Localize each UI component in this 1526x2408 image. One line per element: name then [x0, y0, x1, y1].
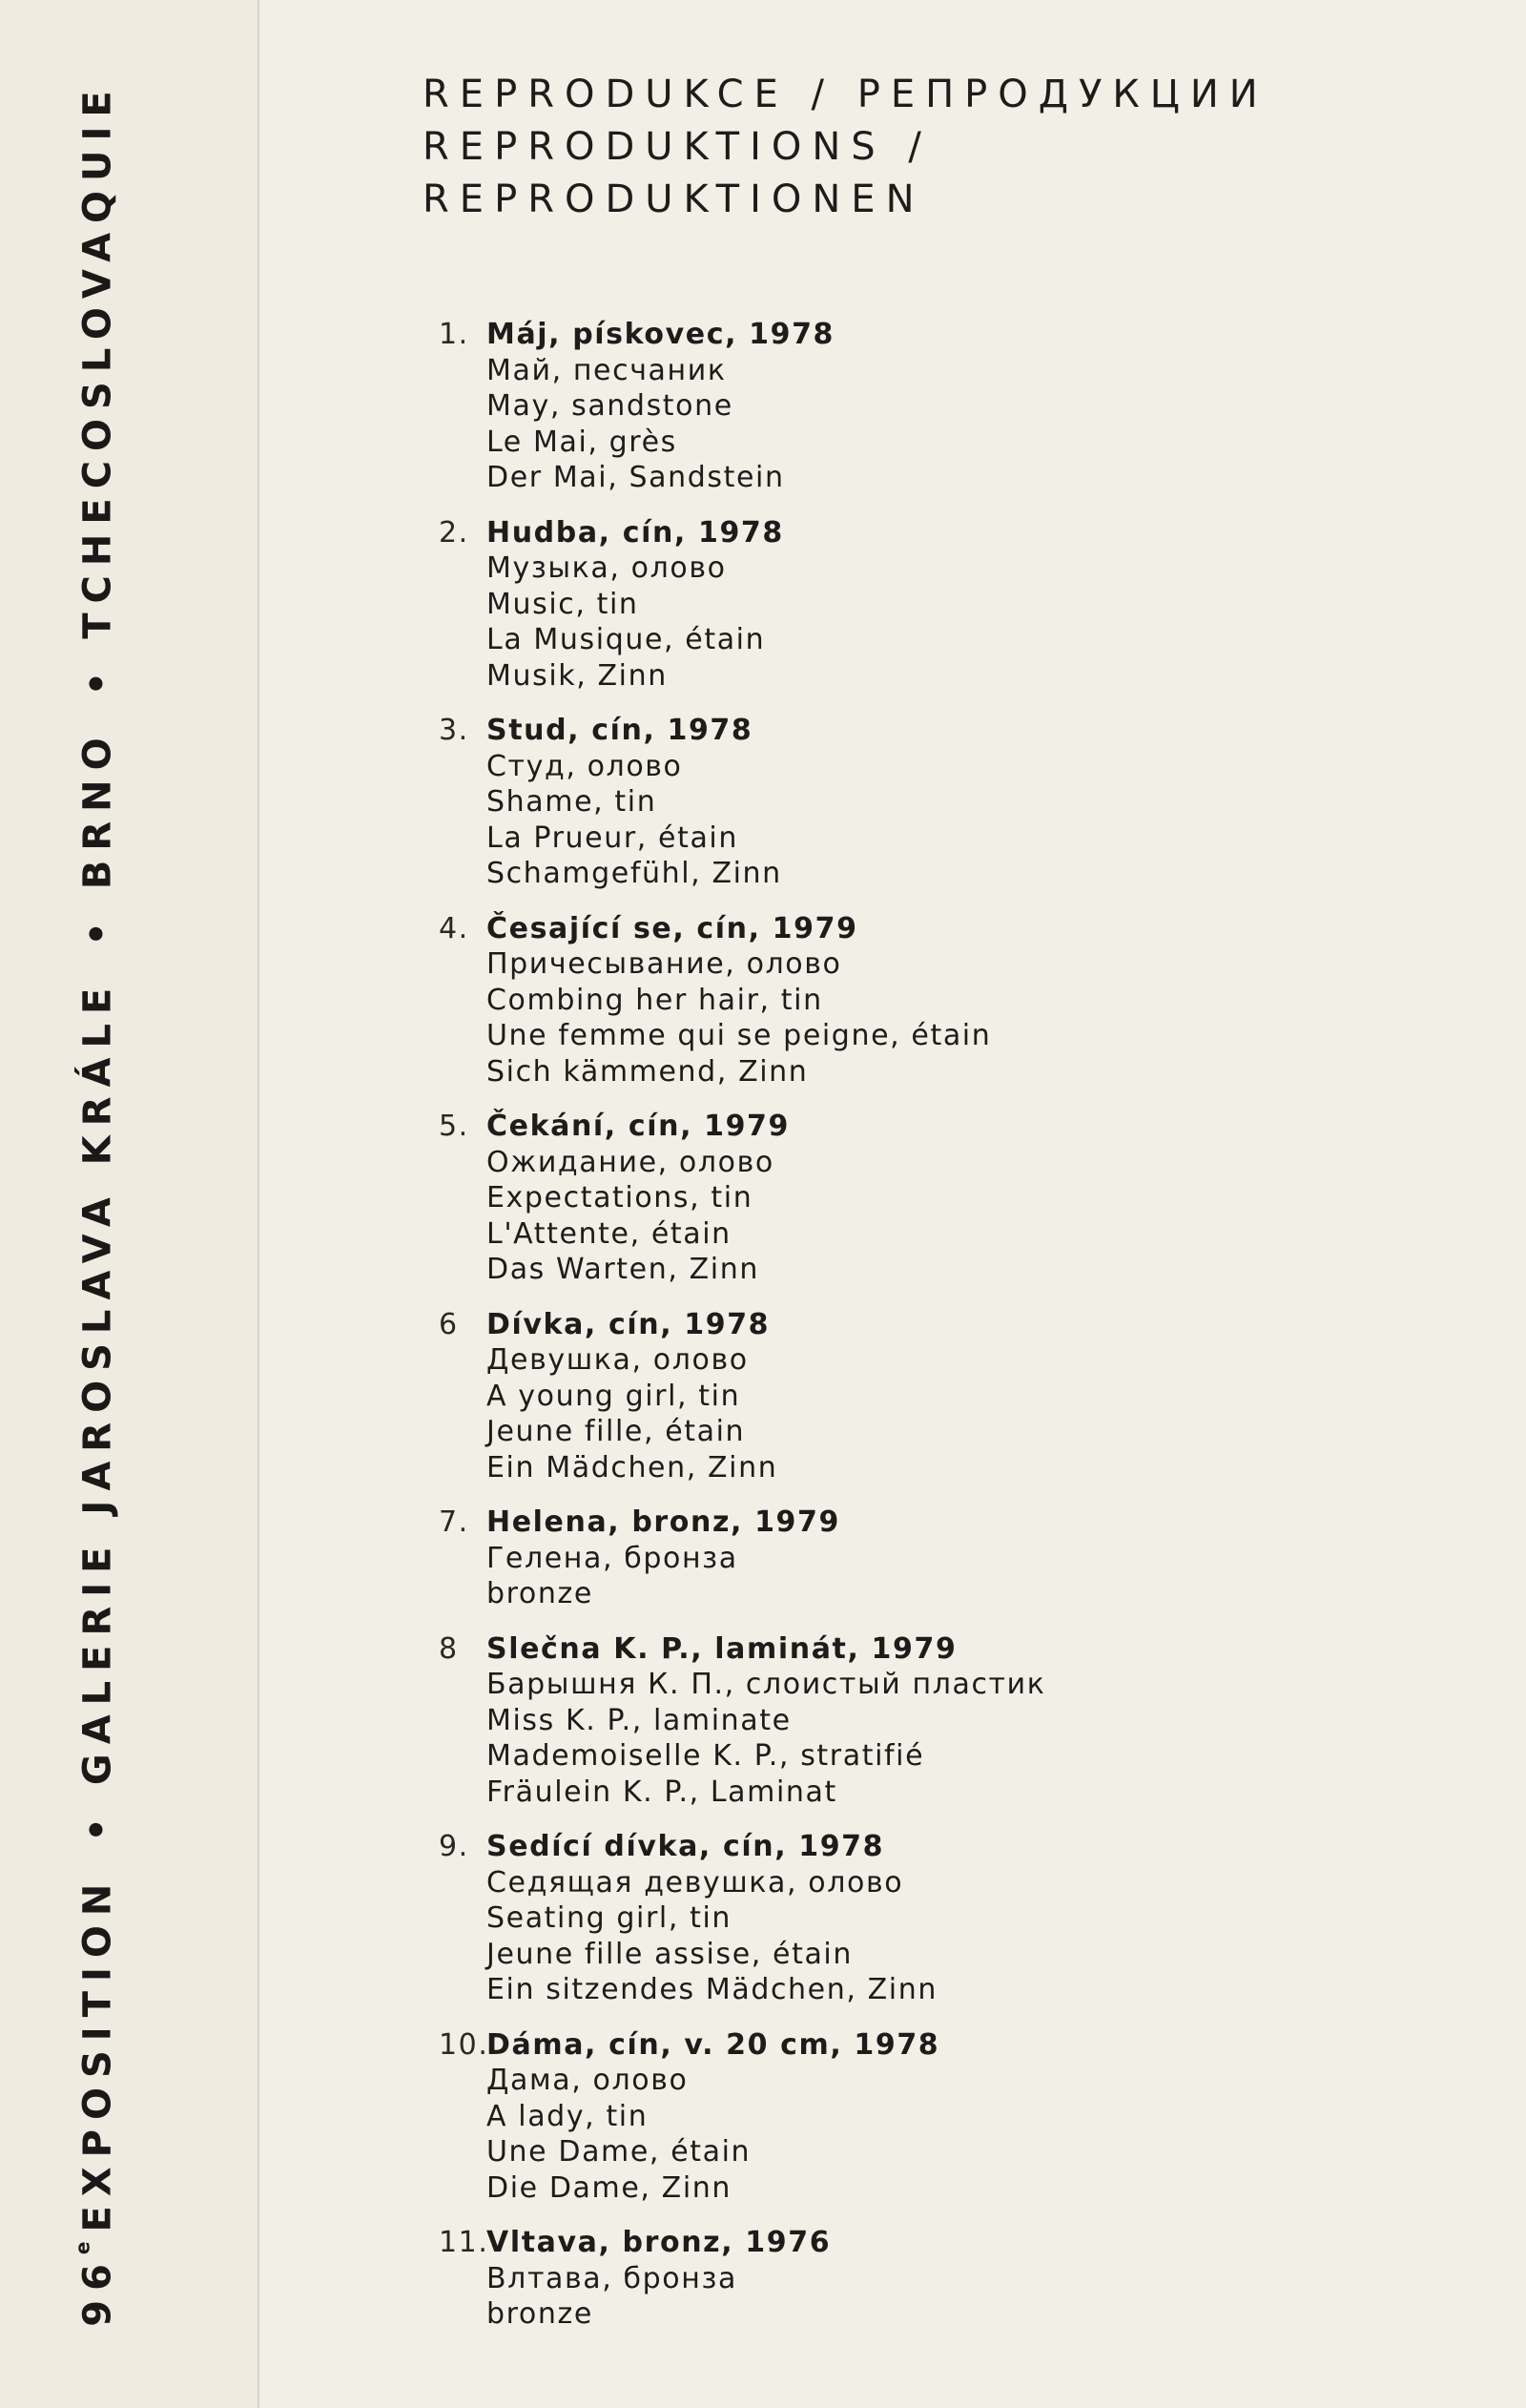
item-translation: Ожидание, олово [486, 1145, 774, 1179]
item-translation: Schamgefühl, Zinn [486, 857, 782, 890]
item-translation: Music, tin [486, 587, 639, 621]
item-translation: Shame, tin [486, 785, 657, 819]
list-item [439, 1109, 1488, 1288]
item-number: 8 [439, 1631, 459, 1666]
item-translation: Седящая девушка, олово [486, 1865, 904, 1899]
item-translation: Причесывание, олово [486, 947, 842, 981]
item-translation: Expectations, tin [486, 1181, 753, 1214]
item-translation: Die Dame, Zinn [486, 2170, 732, 2205]
edition-superscript: e [71, 2241, 94, 2255]
item-number: 6 [439, 1307, 459, 1341]
item-title: Čekání, cín, 1979 [486, 1110, 791, 1143]
item-translation: Mademoiselle K. P., stratifié [486, 1739, 925, 1773]
item-number: 4. [439, 911, 469, 945]
list-item [439, 515, 1488, 695]
heading-line: REPRODUKCE / РЕПРОДУКЦИИ [423, 73, 1268, 116]
item-translation: Sich kämmend, Zinn [486, 1054, 809, 1089]
item-translation: L'Attente, étain [486, 1216, 732, 1251]
item-title: Máj, pískovec, 1978 [486, 318, 835, 351]
item-number: 3. [439, 714, 469, 747]
list-item [439, 2225, 1488, 2333]
separator-dot: • [75, 1817, 120, 1842]
country-name: TCHECOSLOVAQUIE [75, 81, 120, 639]
list-item [439, 2027, 1488, 2207]
item-number: 11. [439, 2226, 489, 2259]
item-translation: Дама, олово [486, 2064, 689, 2097]
item-number: 10. [439, 2027, 489, 2062]
separator-dot: • [75, 671, 120, 696]
item-title: Slečna K. P., laminát, 1979 [486, 1631, 958, 1666]
item-title: Hudba, cín, 1978 [486, 515, 784, 550]
item-number: 9. [439, 1830, 469, 1863]
edition-number: 96 [75, 2254, 120, 2327]
item-translation: Ein sitzendes Mädchen, Zinn [486, 1973, 938, 2006]
item-translation: Влтава, бронза [486, 2261, 738, 2295]
spine-band [0, 0, 259, 2408]
list-item [439, 1307, 1488, 1486]
gallery-name: GALERIE JAROSLAVA KRÁLE [75, 978, 120, 1786]
separator-dot: • [75, 922, 120, 946]
item-number: 7. [439, 1505, 469, 1539]
item-number: 1. [439, 318, 469, 351]
item-translation: La Musique, étain [486, 623, 766, 656]
item-translation: A young girl, tin [486, 1379, 741, 1413]
item-translation: May, sandstone [486, 389, 733, 423]
item-translation: Das Warten, Zinn [486, 1253, 759, 1286]
heading-line: REPRODUKTIONEN [423, 177, 925, 221]
item-translation: Май, песчаник [486, 353, 727, 387]
item-title: Helena, bronz, 1979 [486, 1505, 840, 1539]
item-title: Sedící dívka, cín, 1978 [486, 1830, 885, 1863]
item-title: Stud, cín, 1978 [486, 714, 753, 747]
item-translation: La Prueur, étain [486, 820, 738, 855]
item-number: 2. [439, 515, 469, 550]
city-name: BRNO [75, 728, 120, 890]
item-title: Dáma, cín, v. 20 cm, 1978 [486, 2027, 940, 2062]
item-translation: bronze [486, 2297, 593, 2331]
item-translation: Seating girl, tin [486, 1901, 732, 1935]
list-item [439, 317, 1488, 496]
item-translation: Combing her hair, tin [486, 983, 823, 1017]
exposition-label: EXPOSITION [75, 1874, 120, 2232]
page-heading [423, 69, 1268, 226]
item-title: Vltava, bronz, 1976 [486, 2226, 832, 2259]
heading-line: REPRODUKTIONS / [423, 125, 932, 169]
list-item [439, 911, 1488, 1090]
spine-title [72, 81, 120, 2327]
item-translation: Ein Mädchen, Zinn [486, 1450, 778, 1484]
list-item [439, 1631, 1488, 1811]
item-number: 5. [439, 1110, 469, 1143]
item-translation: Der Mai, Sandstein [486, 461, 785, 494]
item-translation: Une Dame, étain [486, 2135, 752, 2169]
item-translation: Девушка, олово [486, 1343, 749, 1377]
reproduction-list [439, 317, 1488, 2352]
item-title: Česající se, cín, 1979 [486, 911, 858, 945]
item-translation: Студ, олово [486, 749, 683, 783]
item-translation: Une femme qui se peigne, étain [486, 1019, 992, 1052]
list-item [439, 713, 1488, 892]
item-translation: bronze [486, 1577, 593, 1610]
item-translation: Jeune fille, étain [486, 1415, 746, 1448]
item-translation: Miss K. P., laminate [486, 1703, 792, 1737]
list-item [439, 1505, 1488, 1612]
item-translation: Jeune fille assise, étain [486, 1937, 853, 1971]
list-item [439, 1829, 1488, 2008]
item-translation: Барышня К. П., слоистый пластик [486, 1668, 1046, 1701]
item-translation: Гелена, бронза [486, 1541, 738, 1575]
item-translation: Le Mai, grès [486, 425, 677, 459]
item-title: Dívka, cín, 1978 [486, 1307, 771, 1341]
item-translation: Musik, Zinn [486, 658, 668, 693]
item-translation: Fräulein K. P., Laminat [486, 1775, 837, 1809]
item-translation: Музыка, олово [486, 551, 727, 585]
item-translation: A lady, tin [486, 2099, 649, 2133]
